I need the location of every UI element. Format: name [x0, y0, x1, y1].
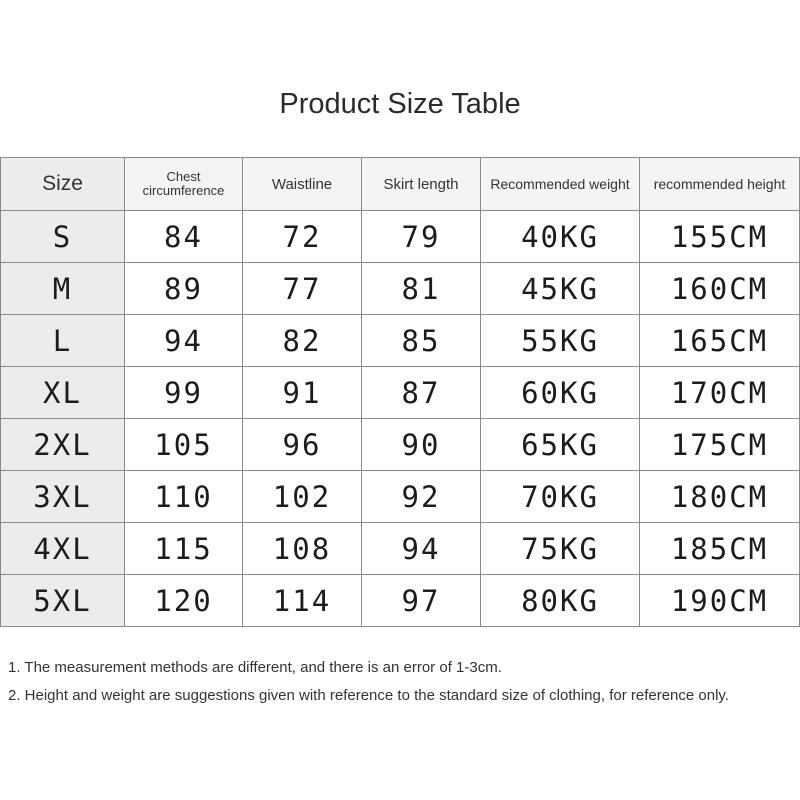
table-row [1, 471, 800, 523]
weight-cell: 55KG [481, 315, 640, 367]
size-cell: L [1, 315, 125, 367]
header-skirt-length: Skirt length [362, 158, 481, 211]
note-height-weight: 2. Height and weight are suggestions given with reference to the standard size of clothing, for reference only. [8, 687, 729, 704]
height-cell: 185CM [640, 523, 800, 575]
chest-cell: 89 [125, 263, 243, 315]
size-cell: 3XL [1, 471, 125, 523]
skirt-length-cell: 85 [362, 315, 481, 367]
header-chest [125, 158, 243, 211]
table-header-row [1, 158, 800, 211]
waistline-cell: 77 [243, 263, 362, 315]
waistline-cell: 82 [243, 315, 362, 367]
size-cell: M [1, 263, 125, 315]
chest-cell: 115 [125, 523, 243, 575]
weight-cell: 80KG [481, 575, 640, 627]
size-table [0, 157, 800, 627]
height-cell: 165CM [640, 315, 800, 367]
height-cell: 155CM [640, 211, 800, 263]
weight-cell: 60KG [481, 367, 640, 419]
page-title: Product Size Table [279, 88, 521, 120]
chest-cell: 110 [125, 471, 243, 523]
table-row [1, 263, 800, 315]
chest-cell: 105 [125, 419, 243, 471]
skirt-length-cell: 92 [362, 471, 481, 523]
waistline-cell: 114 [243, 575, 362, 627]
header-waistline: Waistline [243, 158, 362, 211]
table-row [1, 315, 800, 367]
skirt-length-cell: 94 [362, 523, 481, 575]
header-chest-line1: Chest [166, 169, 201, 184]
waistline-cell: 102 [243, 471, 362, 523]
weight-cell: 75KG [481, 523, 640, 575]
chest-cell: 94 [125, 315, 243, 367]
size-cell: S [1, 211, 125, 263]
size-cell: 5XL [1, 575, 125, 627]
header-size: Size [1, 158, 125, 211]
skirt-length-cell: 90 [362, 419, 481, 471]
table-row [1, 575, 800, 627]
size-cell: 4XL [1, 523, 125, 575]
notes [8, 654, 792, 710]
height-cell: 160CM [640, 263, 800, 315]
size-cell: XL [1, 367, 125, 419]
height-cell: 170CM [640, 367, 800, 419]
height-cell: 175CM [640, 419, 800, 471]
waistline-cell: 72 [243, 211, 362, 263]
weight-cell: 65KG [481, 419, 640, 471]
header-recommended-height: recommended height [640, 158, 800, 211]
skirt-length-cell: 97 [362, 575, 481, 627]
skirt-length-cell: 87 [362, 367, 481, 419]
waistline-cell: 91 [243, 367, 362, 419]
header-recommended-weight: Recommended weight [481, 158, 640, 211]
table-row [1, 523, 800, 575]
waistline-cell: 96 [243, 419, 362, 471]
skirt-length-cell: 79 [362, 211, 481, 263]
size-cell: 2XL [1, 419, 125, 471]
weight-cell: 70KG [481, 471, 640, 523]
waistline-cell: 108 [243, 523, 362, 575]
table-body [1, 211, 800, 627]
chest-cell: 99 [125, 367, 243, 419]
weight-cell: 40KG [481, 211, 640, 263]
note-measurement-error: 1. The measurement methods are different, and there is an error of 1-3cm. [8, 659, 502, 676]
height-cell: 190CM [640, 575, 800, 627]
table-row [1, 211, 800, 263]
table-row [1, 367, 800, 419]
weight-cell: 45KG [481, 263, 640, 315]
chest-cell: 84 [125, 211, 243, 263]
height-cell: 180CM [640, 471, 800, 523]
header-chest-line2: circumference [142, 183, 225, 198]
table-row [1, 419, 800, 471]
chest-cell: 120 [125, 575, 243, 627]
skirt-length-cell: 81 [362, 263, 481, 315]
